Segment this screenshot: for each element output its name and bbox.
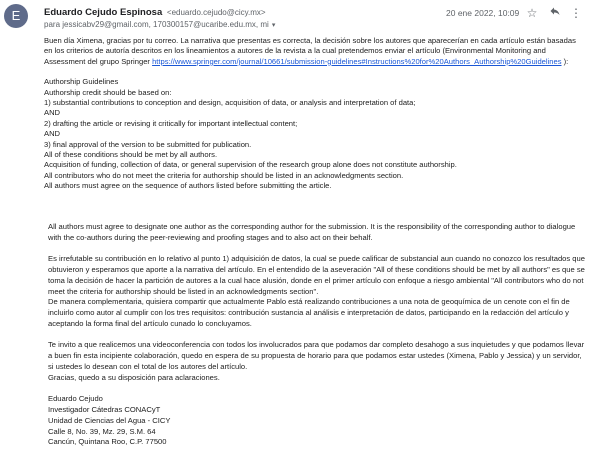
guideline-line: All contributors who do not meet the criteria for authorship should be listed in an acknowledgments section. [44,170,404,180]
signature-line: Investigador Cátedras CONACyT [48,404,161,414]
email-header [0,0,592,32]
guideline-line: 2) drafting the article or revising it critically for important intellectual content; [44,118,298,128]
star-icon[interactable]: ☆ [526,6,538,20]
intro-suffix: ): [561,56,569,66]
sender-email: <eduardo.cejudo@cicy.mx> [166,8,266,17]
guideline-line: Acquisition of funding, collection of data, or general supervision of the research group alone does not constitute authorship. [44,160,457,170]
signature-line: Cancún, Quintana Roo, C.P. 77500 [48,437,167,447]
guideline-line: AND [44,108,61,118]
guideline-line: Authorship Guidelines [44,77,119,87]
email-date: 20 ene 2022, 10:09 [446,8,520,18]
signature-name: Eduardo Cejudo [48,393,103,403]
sender-avatar[interactable]: E [4,4,28,28]
corresponding-author-paragraph: All authors must agree to designate one author as the corresponding author for the submission. It is the responsibility of the corresponding author to dialogue with the co-authors during the peer-reviewing and proofing stages and to also act on their behalf. [48,222,576,242]
guideline-line: AND [44,129,61,139]
guideline-line: 3) final approval of the version to be submitted for publication. [44,139,252,149]
intro-paragraph [44,36,584,67]
guideline-line: 1) substantial contributions to conception and design, acquisition of data, or analysis and interpretation of data; [44,98,416,108]
guideline-line: All authors must agree on the sequence of authors listed before submitting the article. [44,181,332,191]
guideline-line: All of these conditions should be met by all authors. [44,150,218,160]
signature-line: Calle 8, No. 39, Mz. 29, S.M. 64 [48,426,156,436]
sender-name[interactable]: Eduardo Cejudo Espinosa [44,7,163,18]
recipients-expand-icon[interactable]: ▾ [271,22,276,29]
recipients-line[interactable] [44,20,275,29]
reply-icon[interactable] [547,5,563,21]
guideline-line: Authorship credit should be based on: [44,87,172,97]
content-fade [0,200,592,214]
thanks-line: Gracias, quedo a su disposición para aclaraciones. [48,372,220,382]
intro-text: Buen día Ximena, gracias por tu correo. La narrativa que presentas es correcta, la decisión sobre los autores que aparecerían en cada artículo están basadas en los criterios de autoría descritos en los lineamientos a autores de la revista a la cual pretendemos enviar el artículo (Environmental Monitoring and Assessment del grupo Springer [44,36,576,66]
more-vert-icon[interactable]: ⋮ [570,6,582,20]
recipients-text: para jessicabv29@gmail.com, 170300157@ucaribe.edu.mx, mi [44,20,269,29]
signature-line: Unidad de Ciencias del Agua - CICY [48,415,171,425]
quoted-guidelines-section [44,36,584,208]
videoconference-paragraph: Te invito a que realicemos una videoconferencia con todos los involucrados para que podamos dar completo desahogo a sus inquietudes y que podamos llevar a buen fin esta incipiente colaboración, quedo en espera de su propuesta de horario para que podamos estar ustedes (Ximena, Pablo y Jessica) y un servidor, si ustedes lo desean con el total de los autores del artículo. [48,340,585,371]
pablo-paragraph: De manera complementaria, quisiera compartir que actualmente Pablo está realizando contribuciones a una nota de geoquímica de un cenote con el fin de incluirlo como autor al cumplir con los tres requisitos: contribución sustancia al análisis e interpretación de datos, participando en la redacción del artículo y aceptando la forma final del artículo cunado lo concluyamos. [48,297,570,329]
springer-guidelines-link[interactable]: https://www.springer.com/journal/10661/submission-guidelines#Instructions%20for%20Authors_Authorship%20Guidelines [152,56,562,66]
reply-body-section [48,222,586,448]
contribution-paragraph: Es irrefutable su contribución en lo relativo al punto 1) adquisición de datos, la cual se puede calificar de substancial aun cuando no conozco los resultados que obtuvieron y esperamos que aporte a la narrativa del artículo. En el entendido de la aseveración "All of these conditions should be met by all authors" es que se toma la decisión de hacer la partición de autores a la cual hace alusión, donde en el primer artículo con enfoque a riesgo ambiental "All contributors who do not meet the criteria for authorship should be listed in an acknowledgments section". [48,253,585,296]
sender-line [44,7,266,18]
